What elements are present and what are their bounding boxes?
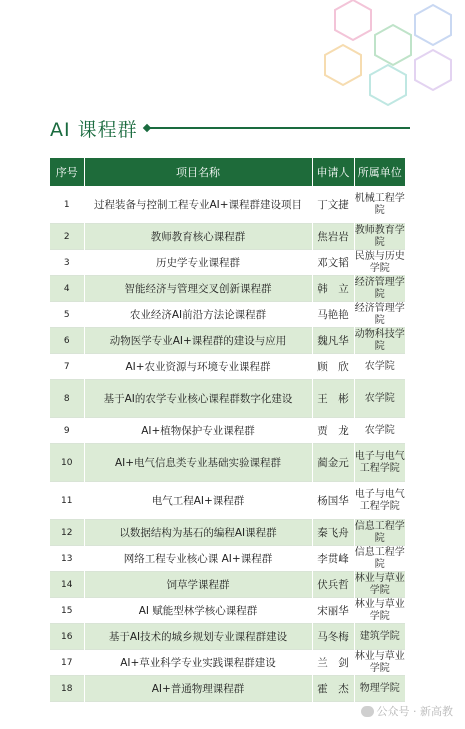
cell-unit: 教师教育学院 (354, 224, 405, 248)
cell-applicant: 韩 立 (312, 276, 354, 302)
cell-no: 14 (50, 572, 84, 598)
cell-name: AI+电气信息类专业基础实验课程群 (84, 444, 312, 482)
cell-unit: 动物科技学院 (354, 328, 405, 352)
table-row (50, 186, 405, 224)
cell-applicant: 李贯峰 (312, 546, 354, 572)
cell-name: AI 赋能型林学核心课程群 (84, 598, 312, 624)
cell-unit: 林业与草业学院 (354, 572, 405, 596)
table-row (50, 546, 405, 572)
cell-applicant: 杨国华 (312, 482, 354, 520)
cell-unit: 电子与电气工程学院 (354, 444, 405, 482)
cell-no: 9 (50, 418, 84, 444)
cell-unit: 农学院 (354, 354, 405, 380)
cell-no: 7 (50, 354, 84, 380)
cell-name: 教师教育核心课程群 (84, 224, 312, 250)
cell-applicant: 马艳艳 (312, 302, 354, 328)
cell-applicant: 秦飞舟 (312, 520, 354, 546)
cell-applicant: 焦岩岩 (312, 224, 354, 250)
cell-no: 12 (50, 520, 84, 546)
cell-name: 饲草学课程群 (84, 572, 312, 598)
cell-applicant: 魏凡华 (312, 328, 354, 354)
cell-no: 6 (50, 328, 84, 354)
cell-applicant: 顾 欣 (312, 354, 354, 380)
cell-name: 基于AI的农学专业核心课程群数字化建设 (84, 380, 312, 418)
table-row (50, 520, 405, 546)
cell-unit: 物理学院 (354, 676, 405, 702)
cell-name: 农业经济AI前沿方法论课程群 (84, 302, 312, 328)
table-row (50, 482, 405, 520)
cell-unit: 电子与电气工程学院 (354, 482, 405, 520)
cell-name: 网络工程专业核心课 AI+课程群 (84, 546, 312, 572)
table-row (50, 224, 405, 250)
cell-no: 17 (50, 650, 84, 676)
cell-name: AI+农业资源与环境专业课程群 (84, 354, 312, 380)
cell-applicant: 马冬梅 (312, 624, 354, 650)
watermark (361, 703, 454, 719)
heading-rule (146, 127, 410, 129)
header-applicant: 申请人 (312, 158, 354, 186)
cell-no: 1 (50, 186, 84, 224)
cell-applicant: 伏兵哲 (312, 572, 354, 598)
cell-no: 16 (50, 624, 84, 650)
table-row (50, 380, 405, 418)
cell-no: 8 (50, 380, 84, 418)
cell-applicant: 蔺金元 (312, 444, 354, 482)
cell-no: 13 (50, 546, 84, 572)
header-unit: 所属单位 (354, 158, 405, 186)
cell-unit: 林业与草业学院 (354, 598, 405, 622)
table-row (50, 354, 405, 380)
cell-applicant: 邓文韬 (312, 250, 354, 276)
cell-no: 15 (50, 598, 84, 624)
cell-name: 动物医学专业AI+课程群的建设与应用 (84, 328, 312, 354)
cell-no: 10 (50, 444, 84, 482)
table-row (50, 444, 405, 482)
cell-applicant: 霍 杰 (312, 676, 354, 702)
table-row (50, 250, 405, 276)
section-heading (50, 115, 410, 141)
table-row (50, 676, 405, 702)
cell-name: 智能经济与管理交叉创新课程群 (84, 276, 312, 302)
wechat-icon (361, 706, 374, 717)
table-row (50, 276, 405, 302)
cell-name: AI+植物保护专业课程群 (84, 418, 312, 444)
cell-unit: 建筑学院 (354, 624, 405, 650)
cell-applicant: 丁文捷 (312, 186, 354, 224)
table-row (50, 650, 405, 676)
table-row (50, 328, 405, 354)
cell-no: 4 (50, 276, 84, 302)
cell-applicant: 兰 剑 (312, 650, 354, 676)
watermark-text: 公众号 · 新高教 (376, 705, 453, 718)
cell-no: 3 (50, 250, 84, 276)
cell-name: AI+草业科学专业实践课程群建设 (84, 650, 312, 676)
cell-applicant: 宋丽华 (312, 598, 354, 624)
header-no: 序号 (50, 158, 84, 186)
cell-unit: 信息工程学院 (354, 546, 405, 570)
table-row (50, 302, 405, 328)
table-row (50, 572, 405, 598)
cell-unit: 农学院 (354, 380, 405, 418)
cell-no: 18 (50, 676, 84, 702)
cell-name: 过程装备与控制工程专业AI+课程群建设项目 (84, 186, 312, 224)
cell-name: 基于AI技术的城乡规划专业课程群建设 (84, 624, 312, 650)
table-row (50, 624, 405, 650)
cell-unit: 经济管理学院 (354, 276, 405, 300)
cell-no: 11 (50, 482, 84, 520)
table-header-row (50, 158, 405, 186)
cell-no: 5 (50, 302, 84, 328)
cell-unit: 经济管理学院 (354, 302, 405, 326)
course-group-table (50, 158, 405, 702)
cell-name: 以数据结构为基石的编程AI课程群 (84, 520, 312, 546)
cell-name: 历史学专业课程群 (84, 250, 312, 276)
decorative-hexagon-graphic (265, 0, 465, 110)
cell-unit: 机械工程学院 (354, 186, 405, 224)
cell-no: 2 (50, 224, 84, 250)
cell-applicant: 贾 龙 (312, 418, 354, 444)
cell-unit: 林业与草业学院 (354, 650, 405, 674)
cell-unit: 信息工程学院 (354, 520, 405, 544)
cell-unit: 民族与历史学院 (354, 250, 405, 274)
cell-name: 电气工程AI+课程群 (84, 482, 312, 520)
cell-name: AI+普通物理课程群 (84, 676, 312, 702)
cell-applicant: 王 彬 (312, 380, 354, 418)
header-name: 项目名称 (84, 158, 312, 186)
cell-unit: 农学院 (354, 418, 405, 444)
section-title: AI 课程群 (50, 118, 138, 141)
table-row (50, 418, 405, 444)
table-row (50, 598, 405, 624)
